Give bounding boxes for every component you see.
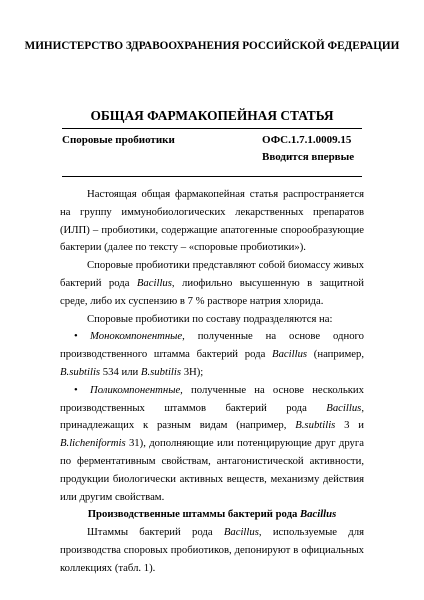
text-run: 3 и	[335, 419, 364, 432]
article-subject: Споровые пробиотики	[62, 134, 175, 146]
bullet-icon: •	[74, 383, 78, 396]
text-run: Споровые пробиотики представляют собой биомассу живых бактерий рода	[60, 259, 364, 289]
paragraph-definition	[60, 257, 364, 310]
top-rule	[62, 128, 362, 129]
genus-name: Bacillus	[300, 508, 337, 521]
bullet-icon: •	[74, 330, 78, 343]
text-run: , принадлежащих к разным видам (например,	[60, 401, 364, 432]
genus-name: Bacillus	[136, 276, 172, 289]
paragraph-strains	[60, 524, 364, 577]
article-code: ОФС.1.7.1.0009.15	[262, 134, 352, 146]
term: Монокомпонентные,	[90, 330, 185, 343]
term: Поликомпонентные,	[90, 383, 183, 396]
paragraph-scope: Настоящая общая фармакопейная статья распространяется на группу иммунобиологических лекарственных препаратов (ИЛП) – пробиотики, содержащие апатогенные спорообразующие бактерии (далее по тексту – «споровые пробиотики»).	[60, 188, 364, 254]
article-body	[60, 186, 364, 578]
section-heading	[60, 506, 364, 524]
strain-name: B.subtilis	[295, 419, 336, 432]
bottom-rule	[62, 176, 362, 177]
paragraph-classification: Споровые пробиотики по составу подразделяются на:	[87, 312, 333, 325]
ministry-header: МИНИСТЕРСТВО ЗДРАВООХРАНЕНИЯ РОССИЙСКОЙ ФЕДЕРАЦИИ	[24, 40, 400, 52]
text-run: Штаммы бактерий рода	[87, 526, 224, 539]
text-run: 534 или	[100, 365, 141, 378]
article-status: Вводится впервые	[262, 151, 355, 163]
document-title: ОБЩАЯ ФАРМАКОПЕЙНАЯ СТАТЬЯ	[90, 108, 334, 123]
text-run: 31), дополняющие или потенцирующие друг друга по ферментативным свойствам, антагонистической активности, продукции биологически активных веществ, механизму действия или другим свойствам.	[60, 437, 364, 503]
genus-name: Bacillus	[272, 348, 308, 361]
strain-name: B.licheniformis	[60, 437, 126, 450]
genus-name: Bacillus	[223, 526, 259, 539]
genus-name: Bacillus	[326, 401, 362, 414]
text-run: (например,	[307, 348, 364, 361]
text-run: 3Н);	[181, 365, 204, 378]
strain-name: B.subtilis	[140, 365, 182, 378]
text-run: , лиофильно высушенную в защитной среде, либо их суспензию в 7 % растворе натрия хлорида.	[60, 276, 365, 307]
list-item-polycomponent	[60, 382, 364, 507]
text-run: полученные на основе нескольких производственных штаммов бактерий рода	[60, 383, 364, 414]
text-run: полученные на основе одного производственного штамма бактерий рода	[60, 330, 364, 361]
text-run: , используемые для производства споровых пробиотиков, депонируют в официальных коллекциях (табл. 1).	[60, 526, 364, 574]
list-item-monocomponent	[60, 328, 364, 381]
text-run: Производственные штаммы бактерий рода	[87, 508, 301, 521]
strain-name: B.subtilis	[60, 365, 101, 378]
